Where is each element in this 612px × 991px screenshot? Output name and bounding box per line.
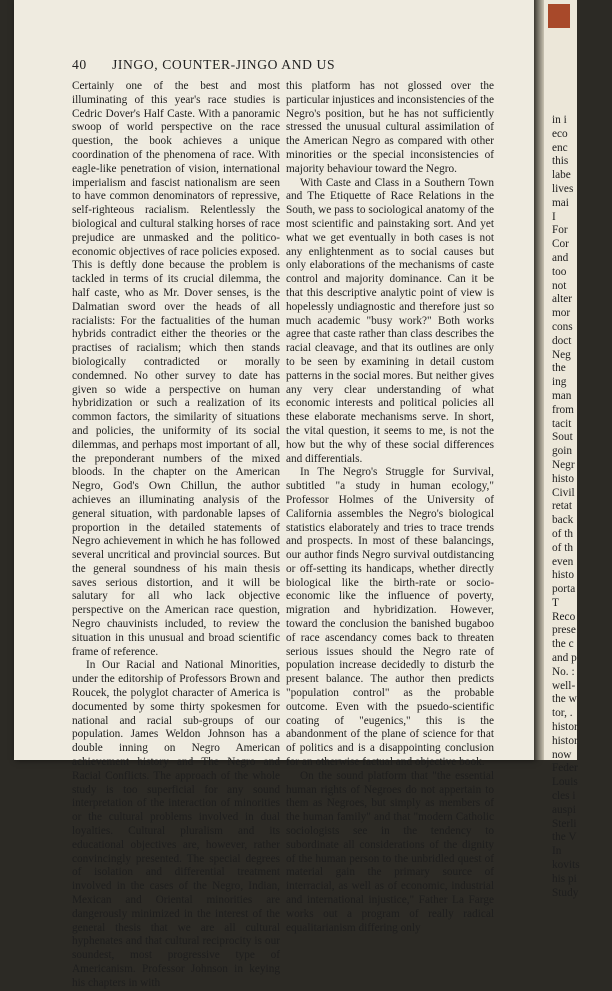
facing-page-line: In	[552, 845, 562, 858]
facing-page-line: histo	[552, 569, 574, 582]
facing-page-line: Sterli	[552, 817, 577, 830]
facing-page-line: mai	[552, 196, 569, 209]
facing-page-line: tor, .	[552, 707, 573, 720]
paragraph	[286, 176, 497, 467]
paragraph-text: With Caste and Class in a Southern Town and The Etiquette of Race Relations in the South, we pass to sociological anatomy of the most scientific and painstaking sort. And yet what we get eventually in both cases is not any enlightenment as to social causes but only elaborations of the mechanisms of caste control and majority dominance. Can it be that this descriptive analytic point of view is hopelessly undiagnostic and therefore just so much academic "busy work?" Both works agree that caste rather than class describes the racial cleavage, and that its outlines are only to be seen by examining in detail custom patterns in the social mores. But neither gives any very clear understanding of what economic interests and political policies all these elaborate mechanisms serve. In short, the vital question, it seems to me, is not the how but the why of these social differences and differentials.	[286, 176, 497, 465]
page-number: 40	[72, 57, 87, 72]
facing-page-line: Sout	[552, 431, 573, 444]
facing-page-line: I	[552, 210, 556, 223]
facing-page-line: For	[552, 224, 568, 237]
paragraph	[286, 80, 497, 177]
facing-page-line: the V	[552, 831, 577, 844]
facing-page-line: Study	[552, 886, 579, 899]
facing-page-line: ing	[552, 376, 567, 389]
facing-page-line: tacit	[552, 417, 572, 430]
facing-page-line: goin	[552, 445, 573, 458]
right-column	[286, 80, 497, 935]
facing-page-edge	[544, 0, 580, 899]
facing-page-line: enc	[552, 141, 568, 154]
facing-page-text	[552, 114, 612, 900]
facing-page-line: this	[552, 155, 569, 168]
facing-page-line: his pi	[552, 872, 577, 885]
facing-page-line: auspi	[552, 803, 576, 816]
facing-page-line: in i	[552, 114, 567, 126]
facing-page-line: Neg	[552, 348, 571, 361]
paragraph-text: Certainly one of the best and most illuminating of this year's race studies is Cedric Dover's Half Caste. With a panoramic swoop of world perspective on the race question, the book achieves a unique coordination of the phenomena of race. With eagle-like penetration of vision, international imperialism and fascist nationalism are seen to have common denominators of repressive, self-righteous racialism. Relentlessly the biological and cultural stalking horses of race prejudice are unmasked and the politico-economic objectives of race policies exposed. This is deftly done because the problem is tackled in terms of its crucial dilemma, the half caste, who as Mr. Dover senses, is the Dalmatian sword over the heads of all racialists: For the factualities of the human hybrids contradict either the theories or the practises of racialism; which then stands biologically contradicted or morally condemned. No other survey to date has given so wide a perspective on human hybridization or such a realization of its common factors, the similarity of situations and policies, the uniformity of its social dilemmas, and perhaps most important of all, the preponderant numbers of the mixed bloods. In the chapter on the American Negro, God's Own Chillun, the author achieves an illuminating analysis of the general situation, with pardonable lapses of proportion in the detailed statements of Negro achievement in which he has followed several uncritical and provincial sources. But the general soundness of his main thesis saves serious distortion, and it will be salutary for all who lack objective perspective on the American race question, Negro chauvinists included, to review the situation in this unusual and broad scientific frame of reference.	[72, 80, 283, 658]
facing-page-line: histor	[552, 734, 578, 747]
facing-page-line: of th	[552, 541, 574, 554]
facing-page-line: Reco	[552, 610, 576, 623]
paragraph-text: this platform has not glossed over the particular injustices and inconsistencies of the Negro's position, but he has not sufficiently stressed the unusual cultural assimilation of the American Negro as compared with other minorities or the special inconsistencies of majority behaviour toward the Negro.	[286, 80, 497, 175]
facing-page-line: histo	[552, 472, 574, 485]
facing-page-line: doct	[552, 334, 572, 347]
facing-page-line: well-	[552, 679, 576, 692]
facing-page-line: prese	[552, 624, 576, 637]
facing-page-line: Feder	[552, 762, 578, 775]
facing-page-line: the	[552, 362, 566, 375]
facing-page-line: histor	[552, 721, 578, 734]
facing-page-line: T	[552, 596, 559, 609]
facing-page-line: back	[552, 514, 574, 527]
paragraph	[286, 466, 497, 770]
paragraph	[72, 80, 283, 659]
bookmark-ribbon	[548, 4, 570, 28]
facing-page-line: too	[552, 265, 567, 278]
facing-page-line: cles i	[552, 790, 576, 803]
book-spine-shadow	[534, 0, 544, 760]
left-column	[72, 80, 283, 991]
facing-page-line: Negr	[552, 458, 575, 471]
facing-page-line: the w	[552, 693, 577, 706]
paragraph-text: On the sound platform that "the essential human rights of Negroes do not appertain to them as Negroes, but simply as members of the human family" and that "modern Catholic sociologists see in the tendency to subordinate all considerations of the dignity of the human person to the unbridled quest of material gain the primary source of interracial, as well as of economic, industrial and international injustice," Father La Farge works out a program of really radical equalitarianism differing only	[286, 769, 497, 934]
facing-page-line: man	[552, 389, 572, 402]
paragraph	[286, 769, 497, 936]
facing-page-line: kovits	[552, 859, 580, 872]
paragraph-text: In The Negro's Struggle for Survival, subtitled "a study in human ecology," Professor Holmes of the University of California assembles the Negro's biological statistics elaborately and tries to trace trends and prospects. In most of these balancings, our author finds Negro survival outdistancing or off-setting its handicaps, whether directly biological like the birth-rate or socio-economic like the influence of poverty, migration and hybridization. However, toward the conclusion the banished bugaboo of race ascendancy comes back to threaten serious issues should the Negro rate of population increase decidedly to disturb the present balance. The author then predicts "population control" as the probable outcome. Even with the psuedo-scientific coating of "eugenics," this is the abandonment of the plane of science for that of politics and is a disappointing conclusion for an otherwise factual and objective book.	[286, 466, 497, 769]
facing-page-line: mor	[552, 307, 571, 320]
facing-page-line: cons	[552, 320, 573, 333]
facing-page-line: even	[552, 555, 574, 568]
facing-page-line: Louis	[552, 776, 578, 789]
facing-page-line: now	[552, 748, 572, 761]
facing-page-line: from	[552, 403, 574, 416]
facing-page-line: labe	[552, 169, 571, 182]
facing-page-line: porta	[552, 583, 576, 596]
facing-page-line: eco	[552, 127, 568, 140]
facing-page-line: Cor	[552, 238, 569, 251]
running-head: JINGO, COUNTER-JINGO AND US	[112, 57, 336, 72]
facing-page-line: alter	[552, 293, 573, 306]
facing-page-line: Civil	[552, 486, 575, 499]
facing-page-line: and p	[552, 652, 577, 665]
facing-page-line: No. :	[552, 665, 575, 678]
facing-page-line: lives	[552, 182, 574, 195]
facing-page-line: and	[552, 251, 569, 264]
facing-page-line: retat	[552, 500, 573, 513]
facing-page-line: not	[552, 279, 567, 292]
facing-page-line: the c	[552, 638, 574, 651]
paragraph-text: In Our Racial and National Minorities, under the editorship of Professors Brown and Roucek, the polyglot character of America is documented by some thirty spokesmen for national and racial sub-groups of our population. James Weldon Johnson has a double inning on Negro American achievement history and The Negro and Racial Conflicts. The approach of the whole study is too superficial for any sound interpretation of the interaction of minorities or the cultural problems involved in dual loyalties. Cultural pluralism and its educational objectives are, however, rather convincingly presented. The special degrees of isolation and differential treatment involved in the cases of the Negro, Indian, Mexican and Oriental minorities are dangerously minimized in the interest of the general thesis that we are all cultural hyphenates and that cultural reciprocity is our soundest, most progressive type of Americanism. Professor Johnson in keying his chapters in with	[72, 659, 283, 989]
paragraph	[72, 659, 283, 990]
facing-page-line: of th	[552, 527, 574, 540]
